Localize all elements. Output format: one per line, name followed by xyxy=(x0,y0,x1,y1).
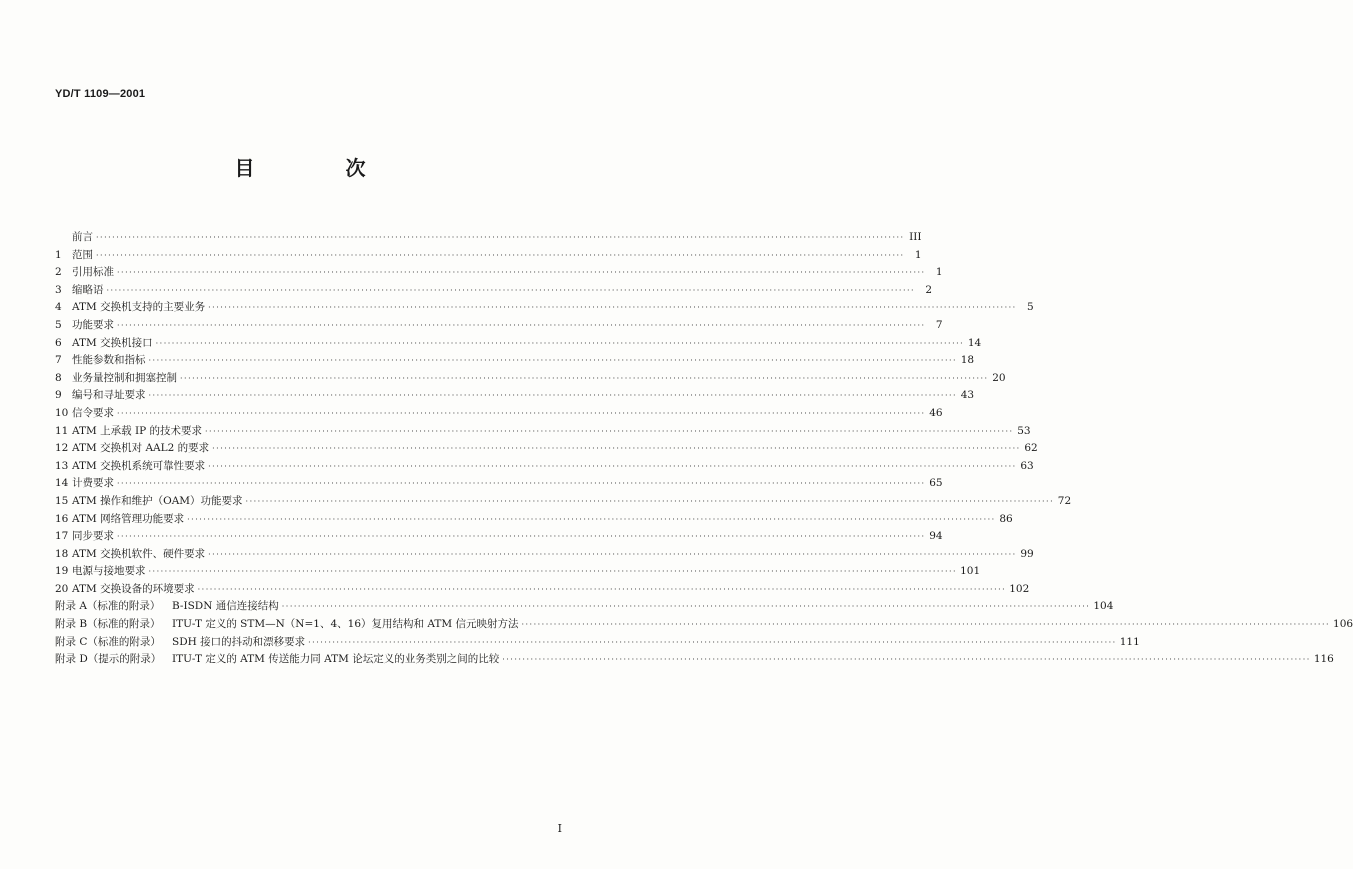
leader-dots: ········································································································································································································ xyxy=(308,637,1117,647)
appendix-entry[interactable] xyxy=(55,616,1353,634)
toc-entry-label: 计费要求 xyxy=(72,477,114,490)
appendix-label: B-ISDN 通信连接结构 xyxy=(172,600,279,613)
appendix-label: SDH 接口的抖动和漂移要求 xyxy=(172,635,306,648)
toc-entry-number: 10 xyxy=(55,406,69,419)
toc-entry-label: ATM 操作和维护（OAM）功能要求 xyxy=(72,494,243,507)
leader-dots: ········································································································································································································ xyxy=(208,461,1017,471)
toc-entry[interactable] xyxy=(55,387,975,405)
toc-entry-page: 1 xyxy=(914,248,922,261)
toc-entry[interactable] xyxy=(55,335,982,353)
appendix-prefix: 附录 B（标准的附录） xyxy=(55,618,161,631)
toc-entry-number: 6 xyxy=(55,336,62,349)
toc-entry-label: 功能要求 xyxy=(72,318,114,331)
toc-entry-number: 16 xyxy=(55,512,69,525)
appendix-label: ITU-T 定义的 ATM 传送能力同 ATM 论坛定义的业务类别之间的比较 xyxy=(172,653,500,666)
toc-entry[interactable] xyxy=(55,282,933,300)
leader-dots: ········································································································································································································ xyxy=(117,532,926,542)
toc-entry-page: 94 xyxy=(929,530,943,543)
appendix-page: 106 xyxy=(1333,618,1353,631)
leader-dots: ········································································································································································································ xyxy=(96,233,905,242)
toc-entry-page: 102 xyxy=(1009,582,1030,595)
leader-dots: ········································································································································································································ xyxy=(117,408,926,418)
leader-dots: ········································································································································································································ xyxy=(205,426,1014,436)
leader-dots: ········································································································································································································ xyxy=(117,320,926,330)
toc-entry-number: 3 xyxy=(55,283,62,296)
toc-entry[interactable] xyxy=(55,458,1034,476)
leader-dots: ········································································································································································································ xyxy=(96,250,905,260)
toc-entry-number: 15 xyxy=(55,494,69,507)
toc-entry-page: 53 xyxy=(1017,424,1031,437)
appendix-prefix: 附录 C（标准的附录） xyxy=(55,635,161,648)
toc-entry-label: 前言 xyxy=(72,231,93,243)
leader-dots: ········································································································································································································ xyxy=(117,268,926,278)
toc-entry-number: 18 xyxy=(55,547,69,560)
toc-entry[interactable] xyxy=(55,475,943,493)
toc-entry[interactable] xyxy=(55,511,1013,529)
leader-dots: ········································································································································································································ xyxy=(212,444,1021,454)
toc-entry-page: 99 xyxy=(1020,547,1034,560)
toc-entry-label: ATM 交换机支持的主要业务 xyxy=(72,301,206,314)
toc-entry-page: 63 xyxy=(1020,459,1034,472)
appendix-page: 116 xyxy=(1313,653,1334,666)
toc-entry-page: 2 xyxy=(925,283,933,296)
toc-entry-page: 65 xyxy=(929,477,943,490)
leader-dots: ········································································································································································································ xyxy=(245,496,1055,506)
appendix-entry[interactable] xyxy=(55,634,1140,652)
appendix-prefix: 附录 D（提示的附录） xyxy=(55,653,162,666)
toc-entry-label: 缩略语 xyxy=(72,283,104,296)
toc-entry-page: 1 xyxy=(935,266,943,279)
toc-entry[interactable] xyxy=(55,299,1034,317)
toc-entry-number: 13 xyxy=(55,459,69,472)
toc-entry-label: 同步要求 xyxy=(72,530,114,543)
standard-code: YD/T 1109—2001 xyxy=(55,88,146,100)
toc-entry[interactable] xyxy=(55,370,1006,388)
leader-dots: ········································································································································································································ xyxy=(148,356,958,366)
appendix-entry[interactable] xyxy=(55,598,1114,616)
toc-entry-label: 电源与接地要求 xyxy=(72,565,146,578)
toc-entry-number: 4 xyxy=(55,301,62,314)
leader-dots: ········································································································································································································ xyxy=(208,303,1017,313)
toc-entry-page: III xyxy=(909,231,922,243)
toc-entry-page: 86 xyxy=(999,512,1013,525)
toc-entry[interactable] xyxy=(55,563,981,581)
leader-dots: ········································································································································································································ xyxy=(208,549,1017,559)
toc-entry-number: 12 xyxy=(55,442,69,455)
toc-entry-number: 17 xyxy=(55,530,69,543)
leader-dots: ········································································································································································································ xyxy=(106,285,916,295)
leader-dots: ········································································································································································································ xyxy=(521,620,1331,630)
toc-entry-page: 43 xyxy=(960,389,975,402)
toc-entry-label: 引用标准 xyxy=(72,266,114,279)
toc-entry-number: 8 xyxy=(55,371,62,384)
appendix-label: ITU-T 定义的 STM—N（N=1、4、16）复用结构和 ATM 信元映射方法 xyxy=(172,618,519,631)
toc-entry-page: 7 xyxy=(935,318,943,331)
leader-dots: ········································································································································································································ xyxy=(180,373,989,383)
toc-entry[interactable] xyxy=(55,546,1034,564)
toc-entry-page: 14 xyxy=(967,336,982,349)
toc-entry-number: 2 xyxy=(55,266,62,279)
toc-entry[interactable] xyxy=(55,247,922,265)
leader-dots: ········································································································································································································ xyxy=(155,338,965,348)
leader-dots: ········································································································································································································ xyxy=(281,602,1091,612)
toc-entry[interactable] xyxy=(55,440,1038,458)
toc-entry[interactable] xyxy=(55,229,922,247)
toc-entry-page: 20 xyxy=(992,371,1006,384)
page-title: 目 次 xyxy=(234,156,408,180)
leader-dots: ········································································································································································································ xyxy=(187,514,996,524)
toc-entry-number: 7 xyxy=(55,354,62,367)
leader-dots: ········································································································································································································ xyxy=(197,584,1007,594)
toc-entry-number: 14 xyxy=(55,477,69,490)
toc-entry[interactable] xyxy=(55,493,1072,511)
toc-entry[interactable] xyxy=(55,405,943,423)
appendix-page: 111 xyxy=(1119,635,1140,648)
toc-entry-number: 1 xyxy=(55,248,62,261)
toc-entry-number: 11 xyxy=(55,424,69,437)
toc-entry-page: 72 xyxy=(1057,494,1072,507)
toc-entry-page: 46 xyxy=(929,406,943,419)
toc-entry-label: ATM 上承载 IP 的技术要求 xyxy=(72,424,202,437)
toc-entry[interactable] xyxy=(55,264,943,282)
toc-entry[interactable] xyxy=(55,317,943,335)
leader-dots: ········································································································································································································ xyxy=(502,655,1311,665)
toc-entry-label: 性能参数和指标 xyxy=(72,354,146,367)
toc-entry-label: ATM 交换机软件、硬件要求 xyxy=(72,547,206,560)
toc-entry[interactable] xyxy=(55,528,943,546)
toc-entry-label: ATM 交换机对 AAL2 的要求 xyxy=(72,442,210,455)
toc-entry-label: 业务量控制和拥塞控制 xyxy=(72,371,177,384)
toc-entry-label: ATM 网络管理功能要求 xyxy=(72,512,185,525)
toc-entry-label: ATM 交换机系统可靠性要求 xyxy=(72,459,206,472)
toc-entry-number: 9 xyxy=(55,389,62,402)
appendix-prefix: 附录 A（标准的附录） xyxy=(55,600,161,613)
toc-entry-page: 101 xyxy=(960,565,981,578)
toc-entry-number: 5 xyxy=(55,318,62,331)
toc-entry-label: 编号和寻址要求 xyxy=(72,389,146,402)
leader-dots: ········································································································································································································ xyxy=(117,479,926,489)
leader-dots: ········································································································································································································ xyxy=(148,567,958,577)
toc-entry-label: 信令要求 xyxy=(72,406,114,419)
appendix-entry[interactable] xyxy=(55,651,1334,669)
toc-entry-label: 范围 xyxy=(72,248,93,261)
toc-entry-page: 5 xyxy=(1027,301,1034,314)
toc-entry-number: 20 xyxy=(55,582,69,595)
toc-entry-page: 62 xyxy=(1024,442,1038,455)
toc-entry-page: 18 xyxy=(960,354,975,367)
appendix-page: 104 xyxy=(1093,600,1114,613)
toc-entry-label: ATM 交换设备的环境要求 xyxy=(72,582,195,595)
page-number: I xyxy=(557,822,562,835)
toc-entry[interactable] xyxy=(55,581,1030,599)
leader-dots: ········································································································································································································ xyxy=(148,391,958,401)
toc-entry-label: ATM 交换机接口 xyxy=(72,336,153,349)
toc-entry[interactable] xyxy=(55,352,975,370)
toc-entry[interactable] xyxy=(55,423,1031,441)
toc-entry-number: 19 xyxy=(55,565,69,578)
table-of-contents xyxy=(55,229,1353,669)
